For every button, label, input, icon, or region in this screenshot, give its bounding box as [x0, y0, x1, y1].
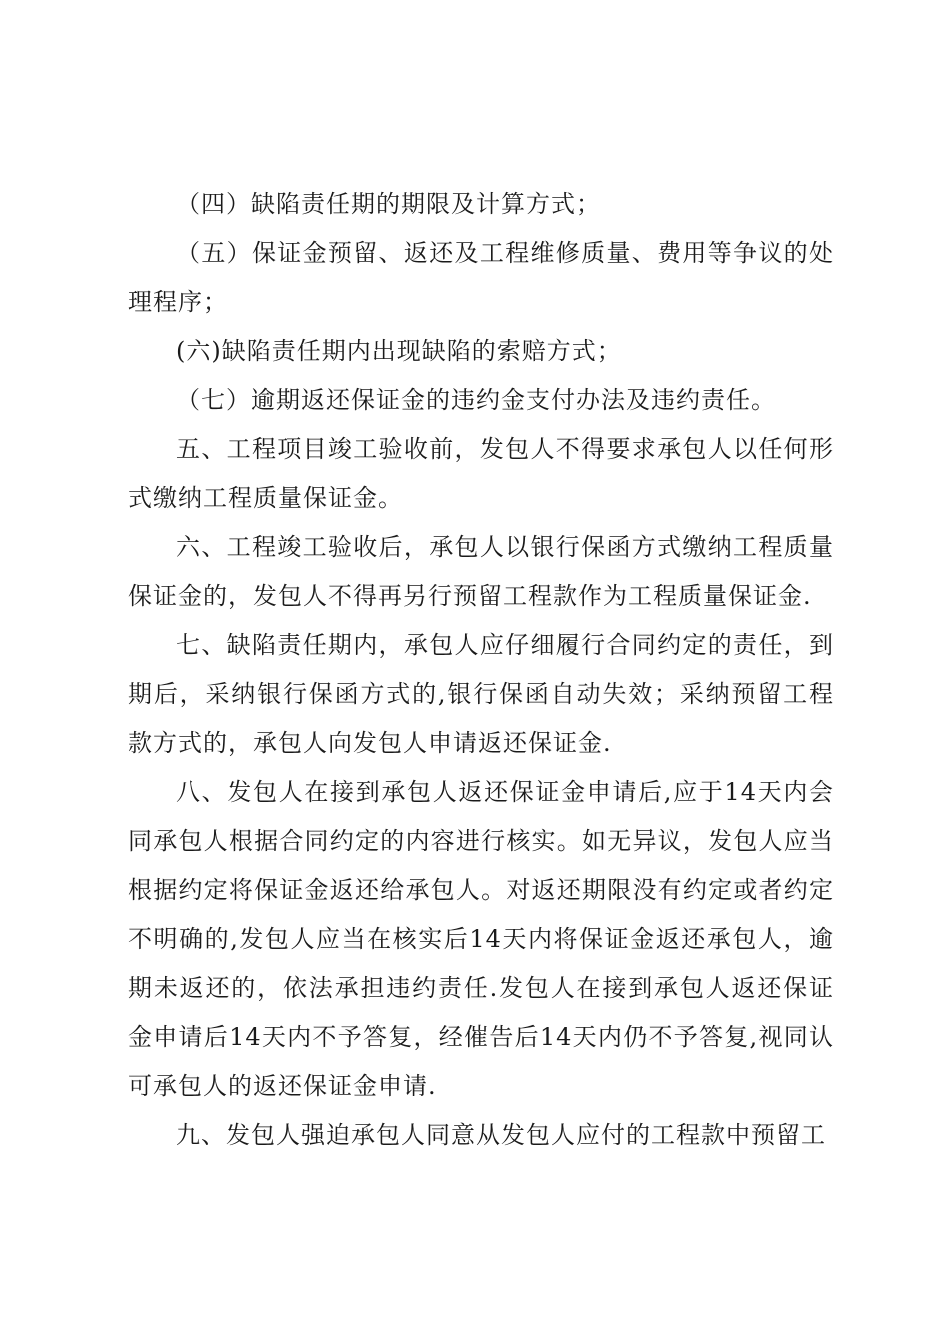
paragraph-claim-method: (六)缺陷责任期内出现缺陷的索赔方式；	[176, 337, 622, 365]
paragraph-late-return-penalty: （七）逾期返还保证金的违约金支付办法及违约责任。	[176, 386, 776, 414]
document-body	[128, 180, 834, 1160]
paragraph-clause-nine: 九、发包人强迫承包人同意从发包人应付的工程款中预留工	[176, 1121, 826, 1149]
paragraph-clause-five: 五、工程项目竣工验收前，发包人不得要求承包人以任何形式缴纳工程质量保证金。	[128, 435, 834, 512]
paragraph-clause-eight: 八、发包人在接到承包人返还保证金申请后,应于14天内会同承包人根据合同约定的内容进行核实。如无异议，发包人应当根据约定将保证金返还给承包人。对返还期限没有约定或者约定不明确的,发包人应当在核实后14天内将保证金返还承包人，逾期未返还的，依法承担违约责任.发包人在接到承包人返还保证金申请后14天内不予答复，经催告后14天内仍不予答复,视同认可承包人的返还保证金申请.	[128, 778, 834, 1100]
paragraph-clause-seven: 七、缺陷责任期内，承包人应仔细履行合同约定的责任，到期后，采纳银行保函方式的,银行保函自动失效；采纳预留工程款方式的，承包人向发包人申请返还保证金.	[128, 631, 834, 757]
paragraph-dispute-procedure: （五）保证金预留、返还及工程维修质量、费用等争议的处理程序；	[128, 239, 834, 316]
paragraph-clause-six: 六、工程竣工验收后，承包人以银行保函方式缴纳工程质量保证金的，发包人不得再另行预留工程款作为工程质量保证金.	[128, 533, 834, 610]
paragraph-defect-period: （四）缺陷责任期的期限及计算方式；	[176, 190, 601, 218]
